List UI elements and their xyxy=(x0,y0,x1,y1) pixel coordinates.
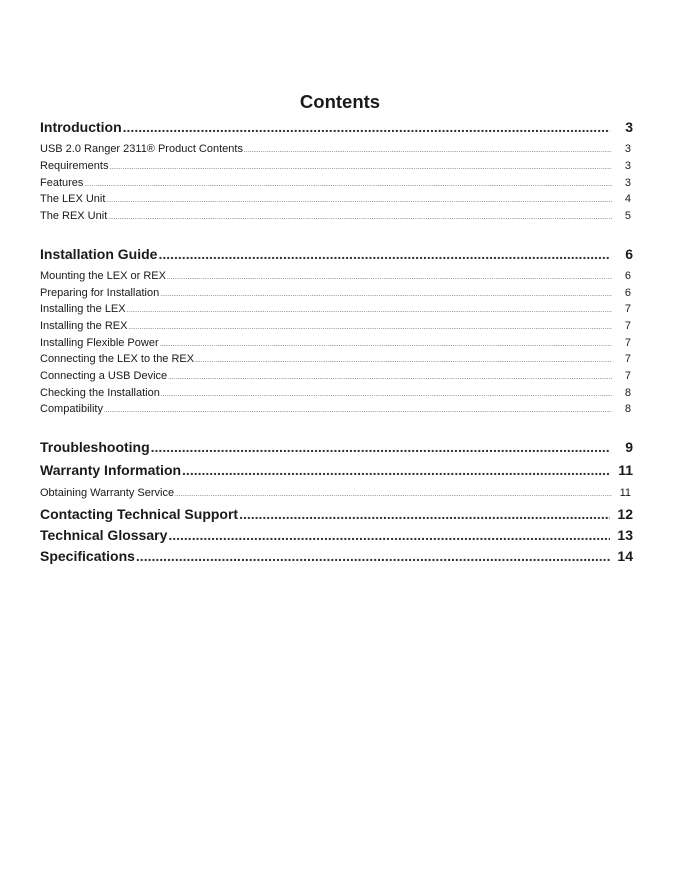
toc-item-label: Mounting the LEX or REX xyxy=(40,270,166,282)
toc-page-number: 11 xyxy=(619,487,631,499)
toc-item-connecting-lex-rex[interactable] xyxy=(40,352,633,366)
toc-section-title: Specifications xyxy=(40,548,135,564)
dot-leader xyxy=(160,338,612,352)
toc-page-number: 7 xyxy=(624,370,631,382)
toc-section-specifications[interactable] xyxy=(40,547,633,565)
dot-leader xyxy=(239,505,610,523)
dot-leader xyxy=(127,304,612,318)
toc-item-label: The LEX Unit xyxy=(40,193,106,205)
dot-leader xyxy=(167,271,612,285)
toc-item-label: Preparing for Installation xyxy=(40,287,160,299)
toc-item-label: Requirements xyxy=(40,160,109,172)
toc-item-preparing[interactable] xyxy=(40,286,633,300)
toc-section-title: Technical Glossary xyxy=(40,527,168,543)
toc-section-title: Contacting Technical Support xyxy=(40,506,239,522)
toc-page-number: 7 xyxy=(624,353,631,365)
toc-section-title: Troubleshooting xyxy=(40,439,150,455)
toc-page-number: 9 xyxy=(625,439,633,455)
toc-page-number: 13 xyxy=(617,527,633,543)
dot-leader xyxy=(128,321,612,335)
dot-leader xyxy=(108,211,612,225)
dot-leader xyxy=(109,161,612,175)
toc-item-connecting-usb[interactable] xyxy=(40,369,633,383)
toc-page-number: 7 xyxy=(624,320,631,332)
toc-item-features[interactable] xyxy=(40,176,633,190)
dot-leader xyxy=(244,144,612,158)
toc-item-product-contents[interactable] xyxy=(40,142,633,156)
dot-leader xyxy=(123,118,610,136)
toc-section-warranty[interactable] xyxy=(40,461,633,479)
dot-leader xyxy=(160,288,612,302)
toc-item-label: The REX Unit xyxy=(40,210,108,222)
toc-item-rex-unit[interactable] xyxy=(40,209,633,223)
toc-item-label: Features xyxy=(40,177,84,189)
toc-item-flexible-power[interactable] xyxy=(40,336,633,350)
toc-section-glossary[interactable] xyxy=(40,526,633,544)
toc-item-installing-lex[interactable] xyxy=(40,302,633,316)
toc-section-title: Introduction xyxy=(40,119,122,135)
toc-page-number: 14 xyxy=(617,548,633,564)
dot-leader xyxy=(168,526,610,544)
toc-item-lex-unit[interactable] xyxy=(40,192,633,206)
toc-item-checking[interactable] xyxy=(40,386,633,400)
toc-item-label: Installing the LEX xyxy=(40,303,126,315)
toc-page-number: 6 xyxy=(624,287,631,299)
toc-page-number: 8 xyxy=(624,387,631,399)
dot-leader xyxy=(168,371,612,385)
toc-item-label: USB 2.0 Ranger 2311® Product Contents xyxy=(40,143,243,155)
toc-page-number: 7 xyxy=(624,303,631,315)
dot-leader xyxy=(175,488,612,502)
toc-page-number: 6 xyxy=(625,246,633,262)
toc-page-number: 11 xyxy=(618,462,633,478)
toc-item-label: Obtaining Warranty Service xyxy=(40,487,175,499)
dot-leader xyxy=(161,388,612,402)
toc-section-title: Warranty Information xyxy=(40,462,182,478)
toc-item-requirements[interactable] xyxy=(40,159,633,173)
dot-leader xyxy=(104,404,612,418)
toc-item-label: Connecting the LEX to the REX xyxy=(40,353,195,365)
toc-item-warranty-service[interactable] xyxy=(40,486,633,500)
toc-page-number: 3 xyxy=(625,119,633,135)
toc-item-label: Connecting a USB Device xyxy=(40,370,168,382)
toc-section-title: Installation Guide xyxy=(40,246,158,262)
toc-item-label: Checking the Installation xyxy=(40,387,160,399)
toc-page-number: 5 xyxy=(624,210,631,222)
toc-page-number: 7 xyxy=(624,337,631,349)
toc-page-number: 3 xyxy=(624,160,631,172)
toc-page-number: 4 xyxy=(624,193,631,205)
toc-page-number: 3 xyxy=(624,177,631,189)
dot-leader xyxy=(158,245,610,263)
dot-leader xyxy=(84,178,612,192)
dot-leader xyxy=(151,438,610,456)
toc-section-technical-support[interactable] xyxy=(40,505,633,523)
toc-page-number: 12 xyxy=(617,506,633,522)
toc-item-installing-rex[interactable] xyxy=(40,319,633,333)
toc-section-introduction[interactable] xyxy=(40,118,633,136)
toc-section-installation-guide[interactable] xyxy=(40,245,633,263)
dot-leader xyxy=(136,547,610,565)
toc-item-label: Installing Flexible Power xyxy=(40,337,159,349)
toc-page-number: 8 xyxy=(624,403,631,415)
toc-item-label: Installing the REX xyxy=(40,320,128,332)
dot-leader xyxy=(182,461,610,479)
toc-item-mounting[interactable] xyxy=(40,269,633,283)
page-title: Contents xyxy=(299,91,381,112)
dot-leader xyxy=(195,354,612,368)
toc-section-troubleshooting[interactable] xyxy=(40,438,633,456)
toc-page-number: 3 xyxy=(624,143,631,155)
toc-item-label: Compatibility xyxy=(40,403,103,415)
toc-page-number: 6 xyxy=(624,270,631,282)
toc-item-compatibility[interactable] xyxy=(40,402,633,416)
dot-leader xyxy=(106,194,612,208)
